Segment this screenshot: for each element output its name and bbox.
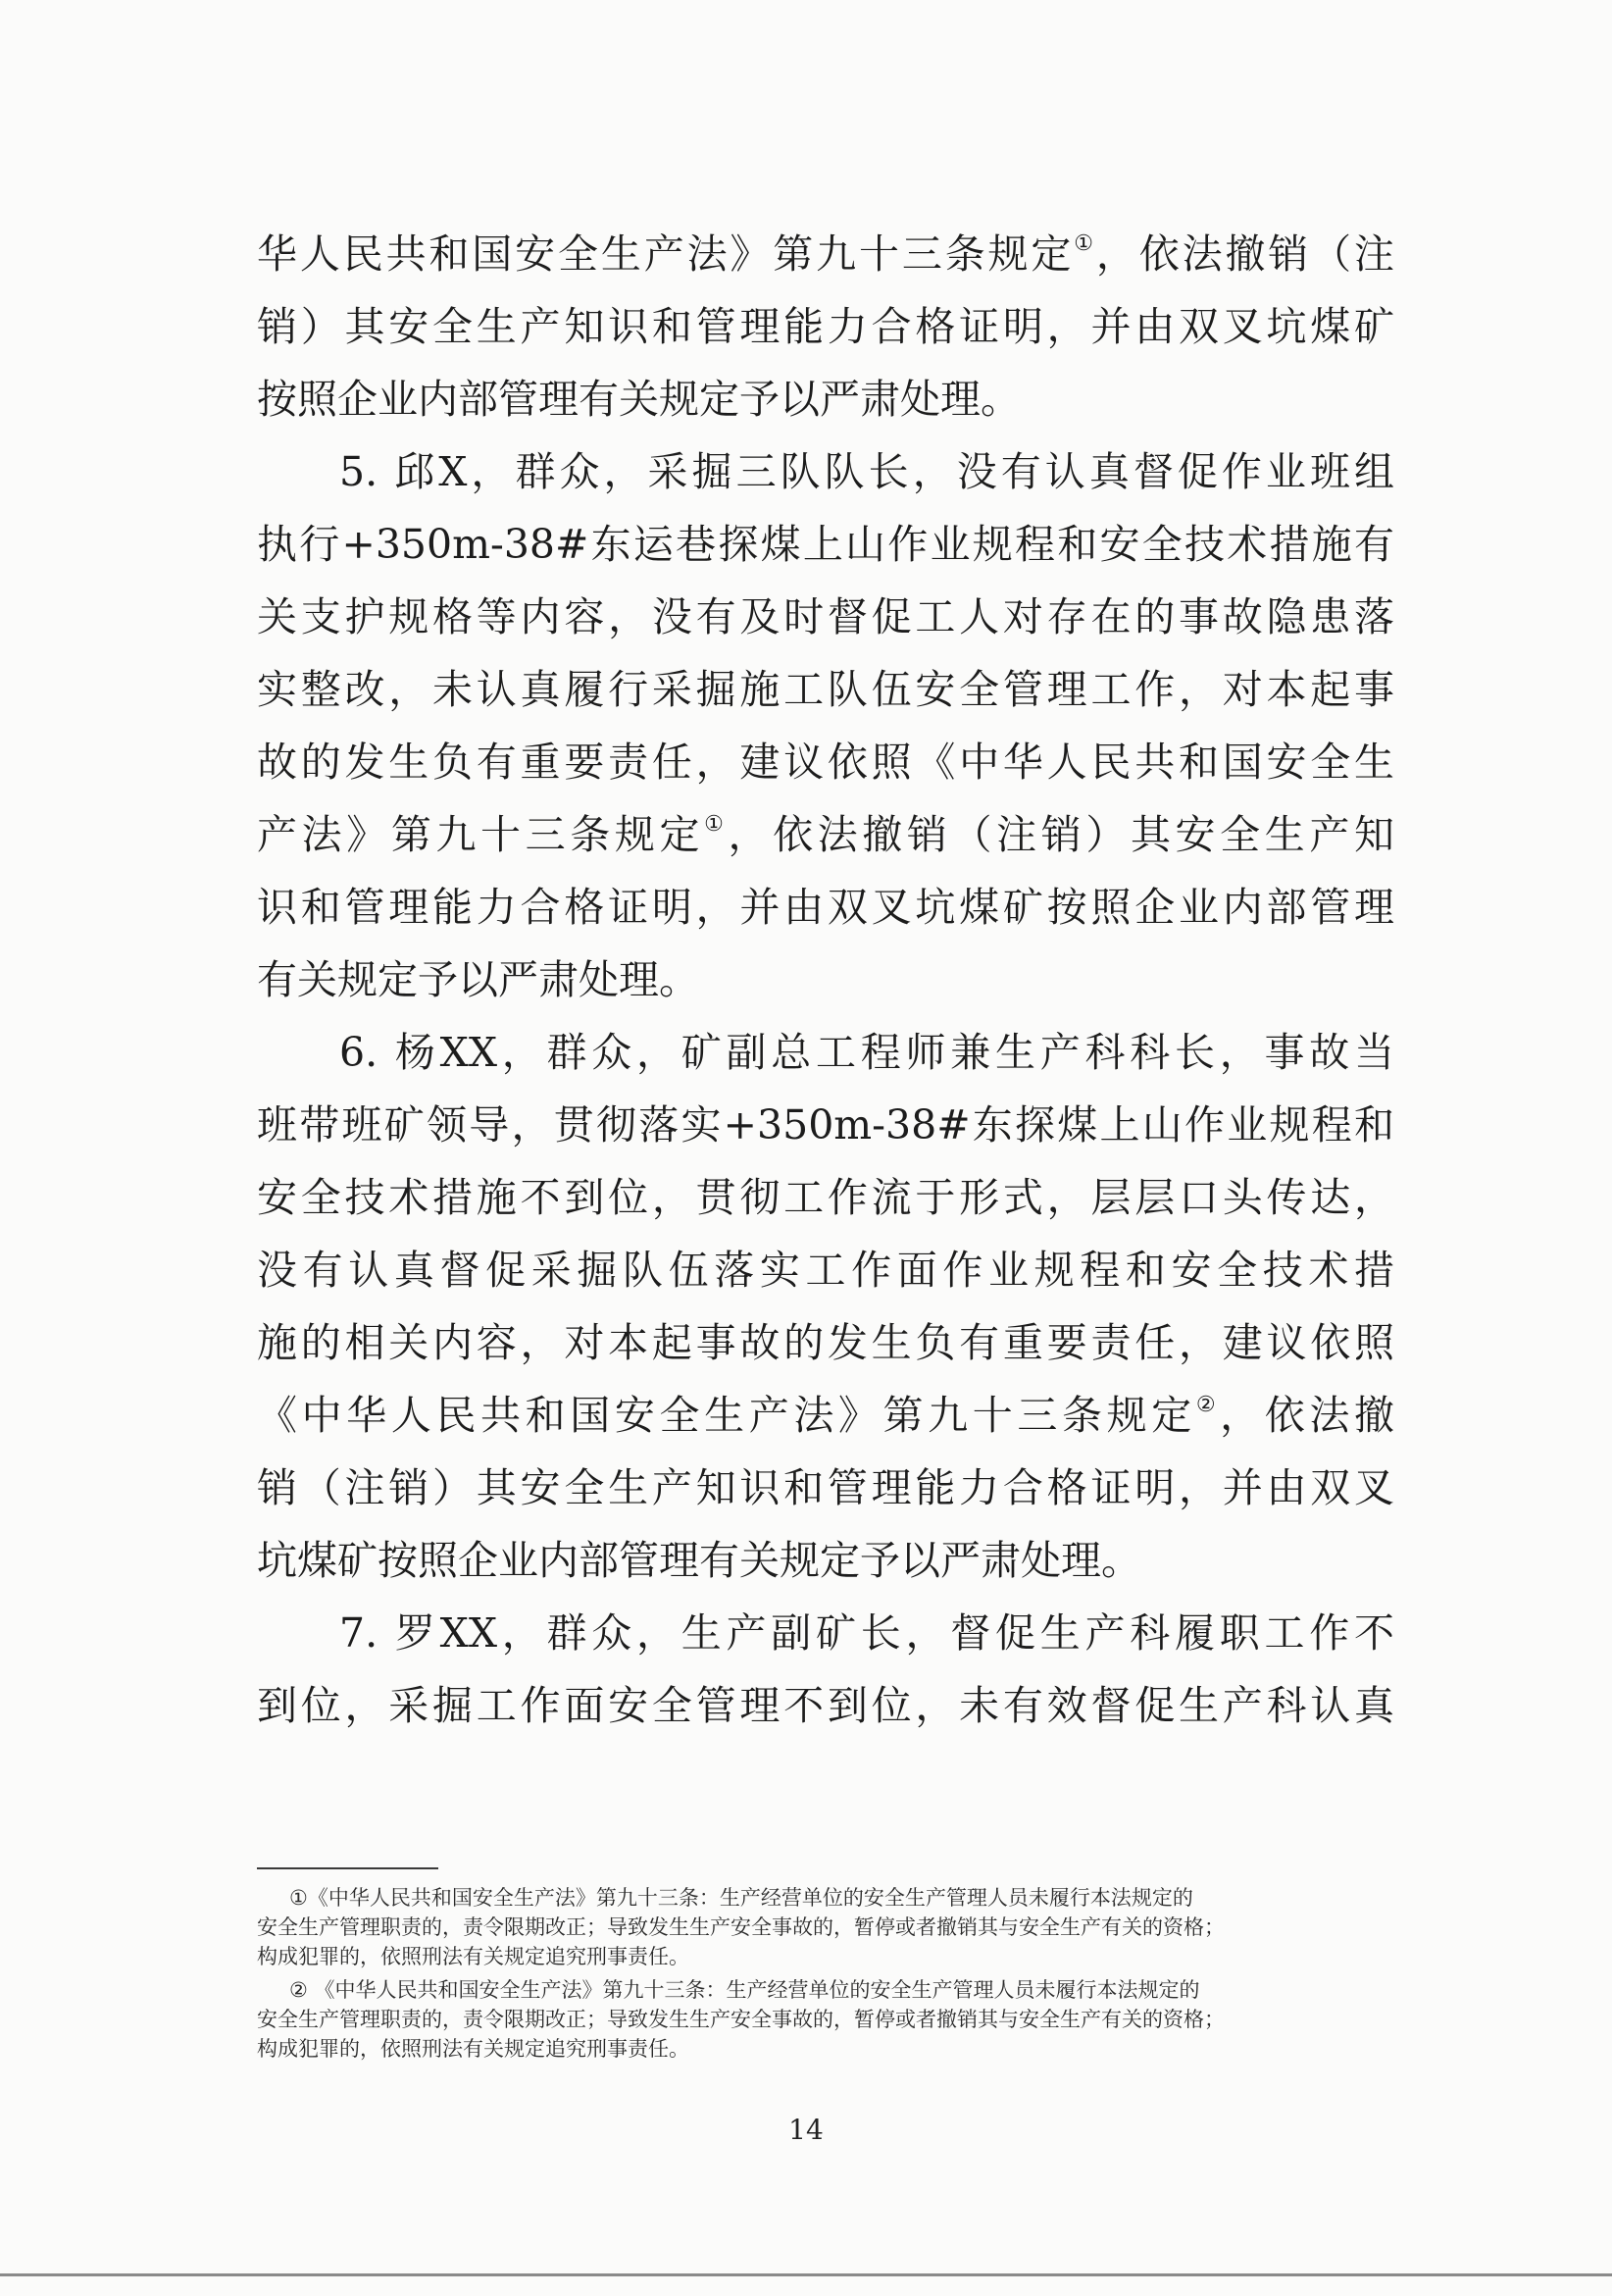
text-line: 故的发生负有重要责任，建议依照《中华人民共和国安全生 — [257, 739, 1394, 786]
footnote-line: 构成犯罪的，依照刑法有关规定追究刑事责任。 — [257, 2037, 689, 2061]
footnote-2 — [257, 1975, 1394, 2064]
footnote-ref[interactable]: ① — [1074, 231, 1096, 256]
text-line: 安全技术措施不到位，贯彻工作流于形式，层层口头传达， — [257, 1174, 1394, 1221]
text-line: 没有认真督促采掘队伍落实工作面作业规程和安全技术措 — [257, 1247, 1394, 1294]
text-line: 实整改，未认真履行采掘施工队伍安全管理工作，对本起事 — [257, 666, 1394, 713]
scan-edge — [0, 2273, 1612, 2276]
page-number: 14 — [788, 2114, 824, 2146]
footnotes — [257, 1883, 1394, 2064]
text-line: 识和管理能力合格证明，并由双叉坑煤矿按照企业内部管理 — [257, 884, 1394, 931]
text-line: 按照企业内部管理有关规定予以严肃处理。 — [257, 376, 1021, 423]
footnote-divider — [257, 1867, 438, 1869]
text-line: 销（注销）其安全生产知识和管理能力合格证明，并由双叉 — [257, 1464, 1394, 1511]
footnote-line: ② 《中华人民共和国安全生产法》第九十三条：生产经营单位的安全生产管理人员未履行本法规定的 — [289, 1978, 1200, 2002]
footnote-line: ①《中华人民共和国安全生产法》第九十三条：生产经营单位的安全生产管理人员未履行本法规定的 — [289, 1886, 1193, 1910]
text-line: 坑煤矿按照企业内部管理有关规定予以严肃处理。 — [257, 1537, 1141, 1584]
text-line: 《中华人民共和国安全生产法》第九十三条规定②，依法撤 — [257, 1392, 1395, 1439]
footnote-line: 安全生产管理职责的，责令限期改正；导致发生生产安全事故的，暂停或者撤销其与安全生产有关的资格； — [257, 1915, 1225, 1939]
text-line: 产法》第九十三条规定①，依法撤销（注销）其安全生产知 — [257, 811, 1395, 858]
text-line: 华人民共和国安全生产法》第九十三条规定①，依法撤销（注 — [257, 230, 1395, 278]
text-line: 班带班矿领导，贯彻落实+350m-38#东探煤上山作业规程和 — [257, 1101, 1394, 1148]
body-text — [257, 218, 1394, 1742]
footnote-line: 构成犯罪的，依照刑法有关规定追究刑事责任。 — [257, 1945, 689, 1968]
list-item-5: 5. 邱X，群众，采掘三队队长，没有认真督促作业班组 — [339, 448, 1394, 495]
list-item-6: 6. 杨XX，群众，矿副总工程师兼生产科科长，事故当 — [339, 1029, 1394, 1076]
text-line: 关支护规格等内容，没有及时督促工人对存在的事故隐患落 — [257, 593, 1394, 640]
text-line: 到位，采掘工作面安全管理不到位，未有效督促生产科认真 — [257, 1682, 1394, 1729]
text-line: 有关规定予以严肃处理。 — [257, 956, 699, 1003]
text-line: 销）其安全生产知识和管理能力合格证明，并由双叉坑煤矿 — [257, 303, 1394, 350]
footnote-ref[interactable]: ① — [704, 812, 729, 837]
footnote-1 — [257, 1883, 1394, 1971]
footnote-line: 安全生产管理职责的，责令限期改正；导致发生生产安全事故的，暂停或者撤销其与安全生产有关的资格； — [257, 2008, 1225, 2031]
text-line: 执行+350m-38#东运巷探煤上山作业规程和安全技术措施有 — [257, 521, 1394, 568]
text-line: 施的相关内容，对本起事故的发生负有重要责任，建议依照 — [257, 1319, 1394, 1366]
list-item-7: 7. 罗XX，群众，生产副矿长，督促生产科履职工作不 — [339, 1609, 1394, 1657]
footnote-ref[interactable]: ② — [1195, 1393, 1221, 1417]
